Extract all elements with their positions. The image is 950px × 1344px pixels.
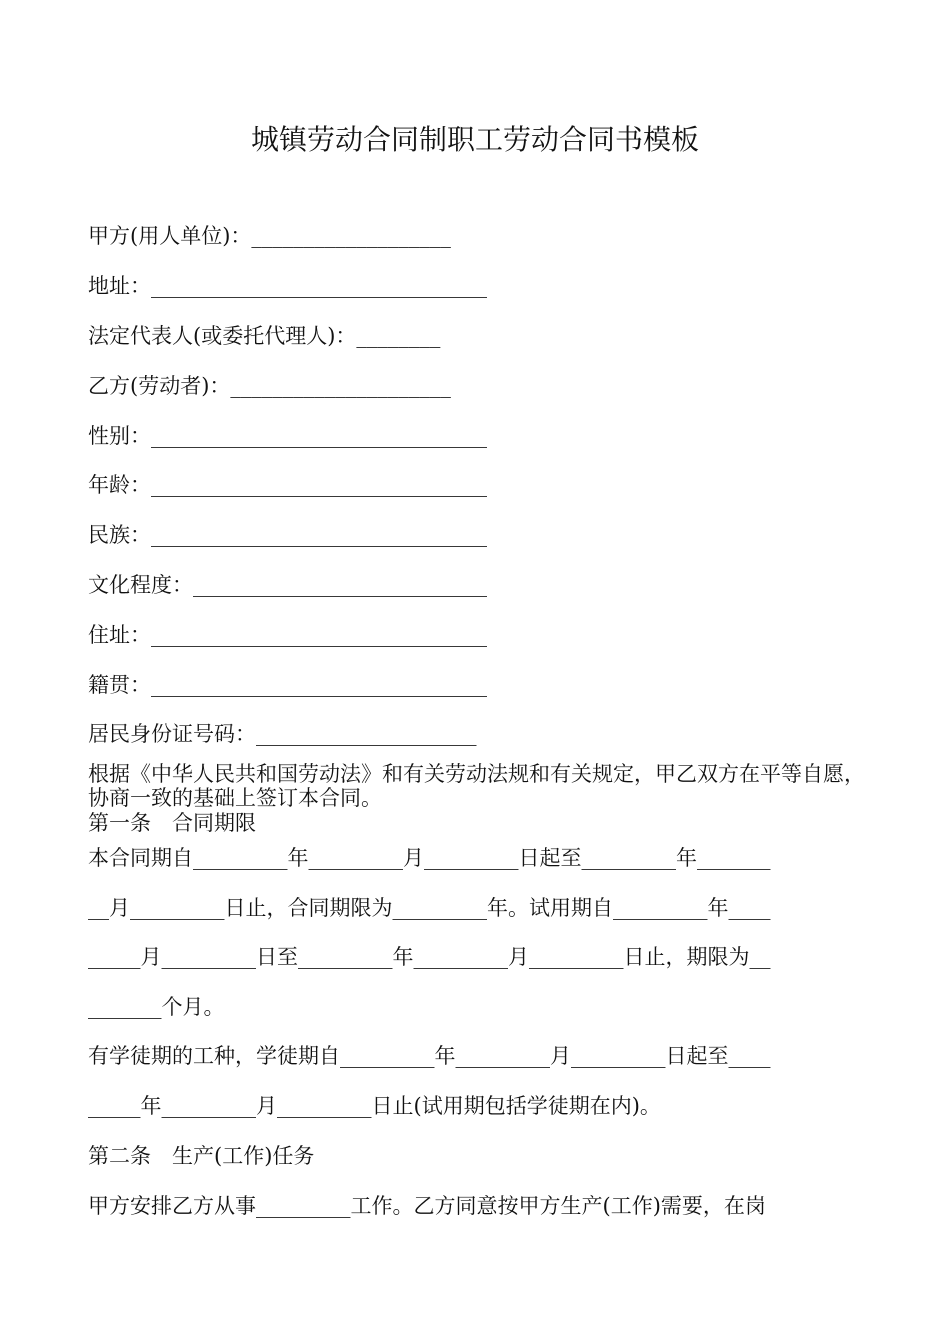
article-1-line: _______个月。 [88, 995, 225, 1019]
apprentice-line: 有学徒期的工种，学徒期自_________年_________月_________日起至____ [88, 1044, 771, 1068]
field-id-number: 居民身份证号码：_____________________ [88, 722, 477, 746]
field-age: 年龄：________________________________ [88, 473, 487, 497]
article-1-line: 本合同期自_________年_________月_________日起至_________年_______ [88, 846, 771, 870]
field-legal-representative: 法定代表人(或委托代理人)：________ [88, 324, 441, 348]
field-address: 地址：________________________________ [88, 274, 487, 298]
field-party-b: 乙方(劳动者)：_____________________ [88, 374, 451, 398]
article-2-line: 甲方安排乙方从事_________工作。乙方同意按甲方生产(工作)需要，在岗 [88, 1194, 766, 1218]
article-1-line: __月_________日止，合同期限为_________年。试用期自_________年____ [88, 896, 771, 920]
field-gender: 性别：________________________________ [88, 424, 487, 448]
article-1-line: _____月_________日至_________年_________月_________日止，期限为__ [88, 945, 771, 969]
field-ethnicity: 民族：________________________________ [88, 523, 487, 547]
field-education: 文化程度：____________________________ [88, 573, 487, 597]
preamble-paragraph: 根据《中华人民共和国劳动法》和有关劳动法规和有关规定，甲乙双方在平等自愿，协商一致的基础上签订本合同。 [88, 762, 865, 810]
apprentice-line: _____年_________月_________日止(试用期包括学徒期在内)。 [88, 1094, 661, 1118]
article-1-heading: 第一条 合同期限 [88, 811, 256, 835]
field-residence: 住址：________________________________ [88, 623, 487, 647]
field-native-place: 籍贯：________________________________ [88, 673, 487, 697]
article-2-heading: 第二条 生产(工作)任务 [88, 1144, 315, 1168]
field-party-a: 甲方(用人单位)：___________________ [88, 224, 451, 248]
document-title: 城镇劳动合同制职工劳动合同书模板 [250, 123, 699, 156]
